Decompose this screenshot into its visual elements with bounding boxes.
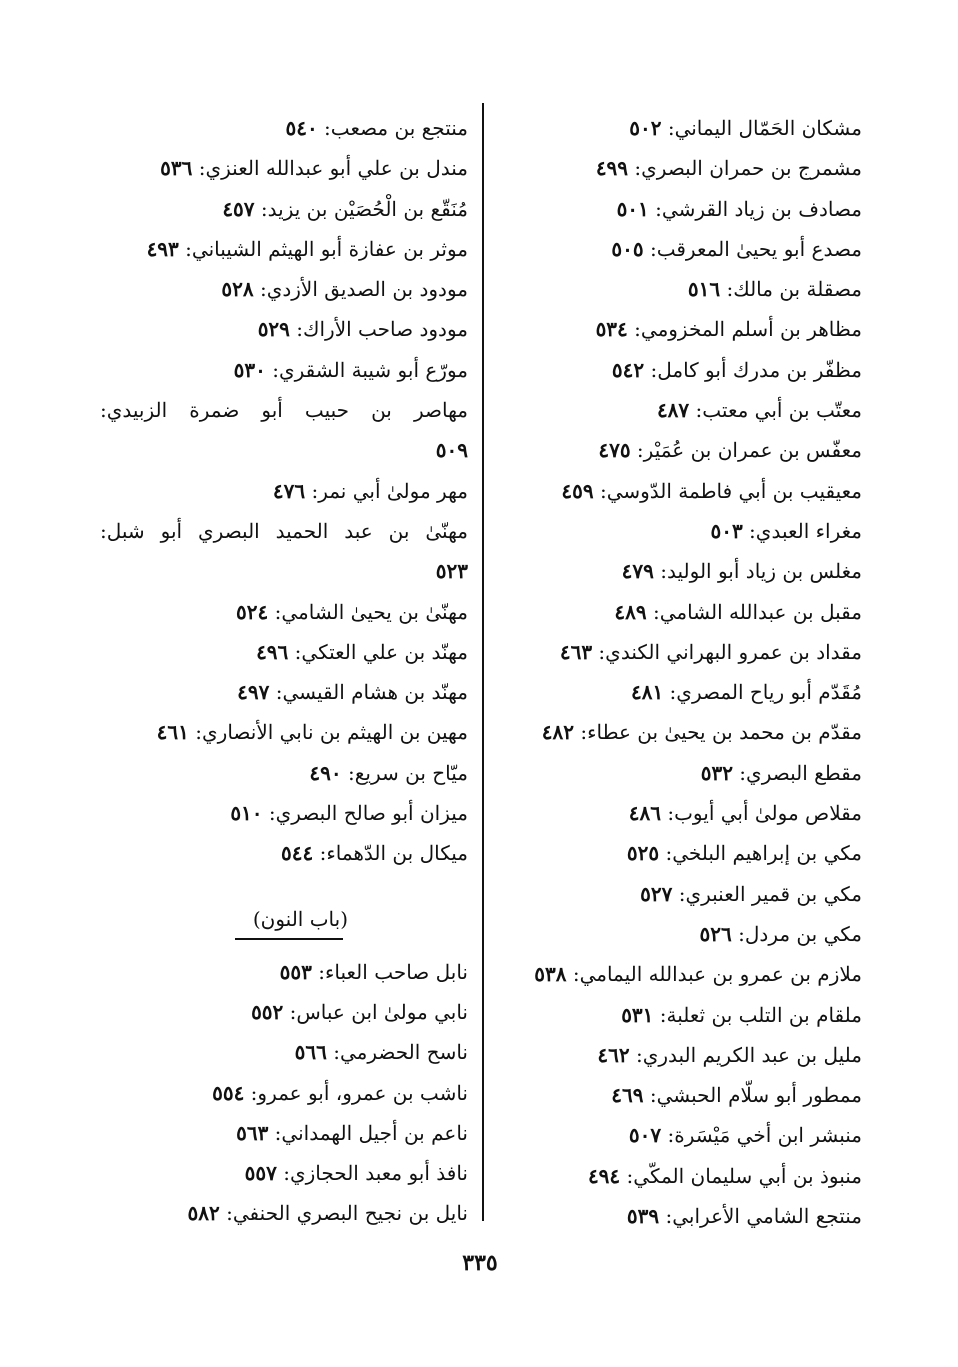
entry-page-number: ٤٦٣: [559, 639, 593, 664]
index-entry: [100, 309, 468, 349]
entry-page-number: ٥٢٦: [699, 921, 732, 946]
index-entry: [100, 672, 468, 712]
entry-name: مودود صاحب الأراك:: [289, 317, 468, 342]
right-column: [492, 108, 862, 1236]
entry-page-number: ٥٢٨: [221, 277, 254, 302]
entry-name: مقطع البصري:: [732, 760, 862, 785]
entry-name: نايل بن نجيح البصري الحنفي:: [219, 1201, 468, 1226]
entry-page-number: ٥٥٢: [251, 999, 284, 1024]
entry-page-number: ٥٣٢: [700, 760, 733, 785]
index-entry: [492, 471, 862, 511]
index-entry: [492, 1196, 862, 1236]
entry-name: مودود بن الصديق الأزدي:: [253, 277, 468, 302]
entry-name: مصدع أبو يحيىٰ المعرقب:: [643, 236, 862, 261]
entry-name: منبشر ابن أخي مَيْسَرة:: [661, 1123, 862, 1148]
entry-name: مشكان الحَمّال اليماني:: [661, 116, 862, 140]
entry-page-number: ٤٨٧: [656, 398, 690, 423]
entry-name: ناعم بن أجيل الهمداني:: [268, 1120, 468, 1145]
index-entry: [492, 1115, 862, 1155]
entry-name: مصادف بن زياد القرشي:: [648, 196, 862, 221]
column-divider: [482, 103, 484, 1221]
entry-name: مهر مولىٰ أبي نمر:: [305, 478, 468, 503]
entry-name: مكي بن إبراهيم البلخي:: [659, 841, 862, 866]
entry-page-number: ٤٩٩: [595, 156, 629, 181]
index-entry: [100, 992, 468, 1032]
entry-name: نافذ أبو معبد الحجازي:: [276, 1161, 468, 1186]
index-entry: [492, 551, 862, 591]
entry-name: ميكال بن الدّهماء:: [313, 841, 468, 866]
entry-page-number: ٤٥٩: [561, 478, 594, 503]
index-entry: [492, 874, 862, 914]
entry-page-number: ٤٨٢: [541, 720, 574, 745]
entry-page-number: ٤٥٧: [222, 196, 255, 221]
entry-page-number: ٥٢٣: [435, 559, 468, 584]
section-heading-text: (باب النون): [252, 906, 348, 931]
index-entry: [492, 712, 862, 752]
index-entry: [492, 833, 862, 873]
entry-page-number: ٥٤٠: [285, 116, 318, 140]
entry-page-number: ٥٠٩: [435, 438, 468, 463]
entry-page-number: ٤٩٠: [309, 760, 342, 785]
entry-name: مليل بن عبد الكريم البدري:: [629, 1042, 862, 1067]
index-entry: [492, 511, 862, 551]
entry-page-number: ٥٣٩: [626, 1204, 660, 1229]
entry-name: مظفّر بن مدرك أبو كامل:: [644, 357, 862, 382]
entry-name: مقبل بن عبدالله الشامي:: [646, 599, 862, 624]
entry-name: مهنّد بن علي العتكي:: [288, 639, 468, 664]
entry-name: مغراء العبدي:: [742, 518, 862, 543]
entry-name: مغلس بن زياد أبو الوليد:: [653, 559, 862, 584]
entry-name: مندل بن علي أبو عبدالله العنزي:: [192, 156, 468, 181]
section-heading: [100, 904, 468, 952]
entry-name: منتجع بن مصعب:: [317, 116, 468, 140]
entry-page-number: ٥٦٣: [236, 1120, 269, 1145]
entry-page-number: ٥٠٧: [628, 1123, 662, 1148]
entry-name: مورّع أبو شيبة الشقري:: [265, 357, 468, 382]
index-entry: [492, 390, 862, 430]
entry-name: ميّاح بن سريع:: [341, 760, 468, 785]
index-entry: [492, 1035, 862, 1075]
entry-name: مكي بن قمير العنبري:: [672, 881, 862, 906]
index-entry: [492, 148, 862, 188]
entry-name: نابل صاحب العباء:: [311, 959, 468, 984]
entry-name: مقدّم بن محمد بن يحيىٰ بن عطاء:: [573, 720, 862, 745]
entry-name: نابي مولىٰ ابن عباس:: [283, 999, 468, 1024]
index-entry: [100, 471, 468, 511]
index-entry: [100, 952, 468, 992]
entry-page-number: ٥٢٥: [626, 841, 660, 866]
entry-page-number: ٥٣٨: [534, 962, 567, 987]
index-entry-wrapped: مهنّىٰ بن عبد الحميد البصري أبو شبل:: [100, 518, 468, 543]
index-entry: [492, 1075, 862, 1115]
entry-page-number: ٤٧٥: [598, 438, 631, 463]
entry-page-number: ٤٧٦: [272, 478, 306, 503]
index-entry: [100, 189, 468, 229]
entry-page-number: ٥٣٦: [160, 156, 193, 181]
entry-name: مقلاص مولىٰ أبي أيوب:: [661, 801, 862, 826]
entry-name: معيقيب بن أبي فاطمة الدّوسي:: [593, 478, 862, 503]
entry-page-number: ٤٧٩: [621, 559, 654, 584]
entry-page-number: ٥٨٢: [187, 1201, 220, 1226]
entry-page-number: ٥٥٣: [279, 959, 312, 984]
entry-name: مظاهر بن أسلم المخزومي:: [627, 317, 862, 342]
entry-name: مُقَدّم أبو رياح المصري:: [663, 680, 862, 705]
entry-page-number: ٤٦٩: [611, 1083, 644, 1108]
index-entry: [100, 269, 468, 309]
entry-name: مكي بن مردل:: [731, 921, 862, 946]
entry-page-number: ٤٨١: [630, 680, 664, 705]
index-entry: [492, 632, 862, 672]
entry-page-number: ٥٠٣: [710, 518, 743, 543]
entry-name: مهنّىٰ بن يحيىٰ الشامي:: [268, 599, 468, 624]
index-entry: [492, 350, 862, 390]
entry-name: ناشب بن عمرو، أبو عمرو:: [244, 1080, 468, 1105]
entry-page-number: ٥٢٩: [257, 317, 290, 342]
entry-page-number: ٥١٦: [687, 277, 721, 302]
entry-name: ممطور أبو سلّام الحبشي:: [643, 1083, 862, 1108]
index-entry: [492, 753, 862, 793]
entry-page-number: ٤٨٩: [614, 599, 647, 624]
index-entry: [100, 1153, 468, 1193]
entry-page-number: ٥٠٥: [611, 236, 644, 261]
entry-page-number: ٥٠١: [616, 196, 649, 221]
index-entry: [492, 1156, 862, 1196]
entry-name: مقداد بن عمرو البهراني الكندي:: [592, 639, 862, 664]
index-entry: [100, 1073, 468, 1113]
entry-name: مصقلة بن مالك:: [720, 277, 862, 302]
index-entry: [492, 430, 862, 470]
index-entry: [492, 672, 862, 712]
entry-page-number: ٤٦٢: [597, 1042, 630, 1067]
index-entry: [100, 592, 468, 632]
entry-page-number: ٥٤٢: [611, 357, 645, 382]
index-entry: [100, 350, 468, 390]
entry-name: معتّب بن أبي معتب:: [689, 398, 862, 423]
index-entry: [492, 189, 862, 229]
entry-page-number: ٥١٠: [230, 801, 263, 826]
entry-name: مهين بن الهيثم بن نابي الأنصاري:: [188, 720, 468, 745]
entry-page-number: ٤٩٤: [587, 1163, 621, 1188]
index-entry: [100, 229, 468, 269]
entry-page-number: ٥٢٧: [640, 881, 673, 906]
entry-page-number: ٥٥٧: [244, 1161, 277, 1186]
page-number: ٣٣٥: [462, 1250, 498, 1276]
entry-page-number: ٤٨٦: [628, 801, 661, 826]
index-entry: [100, 632, 468, 672]
section-heading-underline: [235, 938, 343, 940]
entry-page-number: ٥٣١: [621, 1002, 654, 1027]
left-column: [100, 108, 468, 1234]
index-entry: [492, 914, 862, 954]
entry-name: ملازم بن عمرو بن عبدالله اليمامي:: [566, 962, 862, 987]
index-entry: [492, 592, 862, 632]
index-entry: [100, 1032, 468, 1072]
index-entry: [492, 309, 862, 349]
index-entry: [492, 995, 862, 1035]
entry-name: مُنَقّع بن الْحُصَيْن بن يزيد:: [254, 196, 468, 221]
entry-page-number: ٥٥٤: [212, 1080, 245, 1105]
index-entry: [100, 753, 468, 793]
index-entry: [100, 108, 468, 148]
entry-name: ملقام بن التلب بن ثعلبة:: [653, 1002, 862, 1027]
entry-page-number: ٥٤٤: [280, 841, 314, 866]
index-entry: [100, 712, 468, 752]
index-entry: [100, 148, 468, 188]
entry-name: منتجع الشامي الأعرابي:: [659, 1204, 862, 1229]
entry-page-number: ٥٣٤: [595, 317, 628, 342]
entry-name: معفّس بن عمران بن عُمَيْر:: [630, 438, 862, 463]
entry-page-number: ٤٩٦: [256, 639, 289, 664]
index-entry-wrapped: مهاصر بن حبيب أبو ضمرة الزبيدي:: [100, 398, 468, 423]
index-entry: [100, 833, 468, 873]
entry-name: موثر بن عفازة أبو الهيثم الشيباني:: [178, 236, 468, 261]
entry-page-number: ٥٠٢: [629, 116, 662, 140]
entry-page-number: ٤٩٣: [146, 236, 179, 261]
entry-page-number: ٥٣٠: [233, 357, 266, 382]
entry-name: ناسح الحضرمي:: [326, 1040, 468, 1065]
entry-name: مهنّد بن هشام القيسي:: [269, 680, 468, 705]
entry-name: ميزان أبو صالح البصري:: [262, 801, 468, 826]
entry-page-number: ٥٦٦: [294, 1040, 327, 1065]
entry-page-number: ٥٢٤: [236, 599, 269, 624]
entry-page-number: ٤٦١: [156, 720, 189, 745]
entry-name: منبوذ بن أبي سليمان المكّي:: [620, 1163, 862, 1188]
index-entry: [100, 1113, 468, 1153]
index-entry: [492, 793, 862, 833]
index-entry: [100, 1193, 468, 1233]
index-entry: [100, 793, 468, 833]
entry-name: مشمرج بن حمران البصري:: [628, 156, 862, 181]
index-entry: [492, 108, 862, 148]
index-entry: [492, 954, 862, 994]
index-entry: [492, 269, 862, 309]
index-entry: [492, 229, 862, 269]
entry-page-number: ٤٩٧: [237, 680, 270, 705]
